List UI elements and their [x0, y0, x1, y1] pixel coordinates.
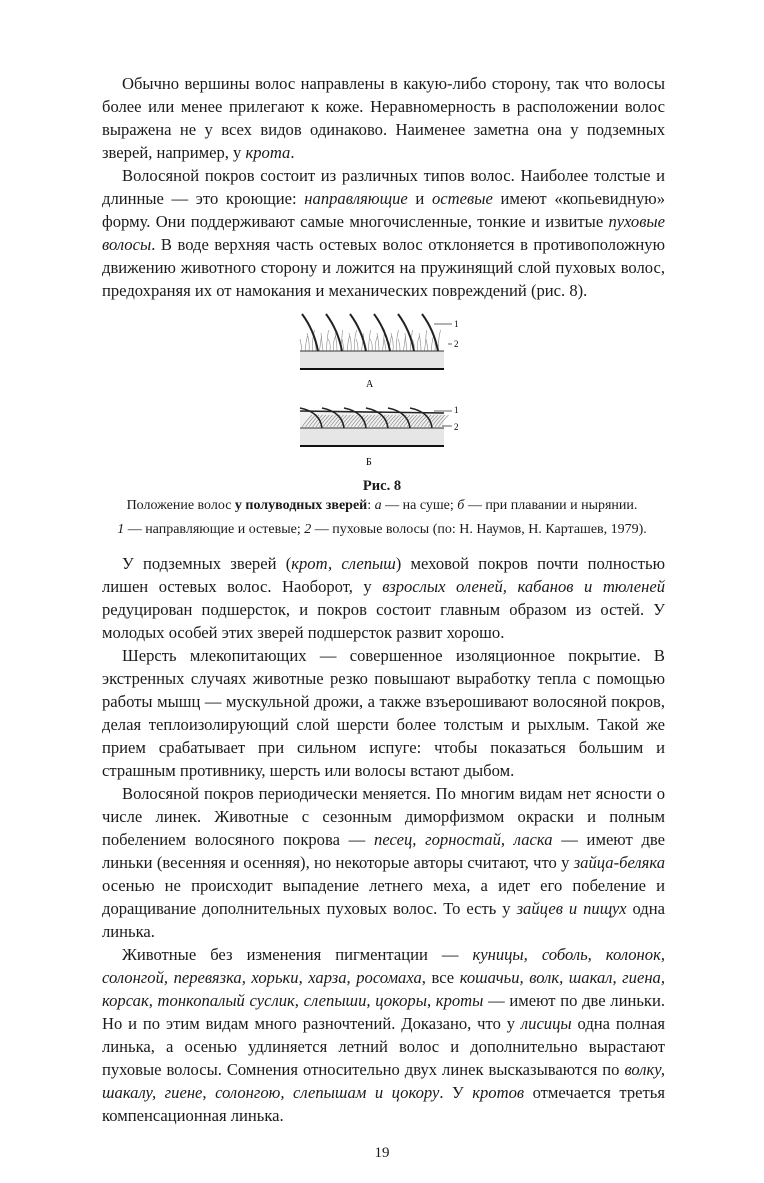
down-hair [404, 336, 406, 351]
down-hair [398, 339, 400, 351]
callout-2: 2 [454, 339, 459, 349]
text-run: — при плавании и нырянии. [464, 498, 638, 513]
panel-a-on-land [300, 314, 459, 390]
down-hair [320, 336, 322, 351]
italic-text: крот, слепыш [291, 554, 396, 573]
down-hair [417, 336, 419, 351]
skin-layer [300, 351, 444, 369]
guard-hair [398, 314, 414, 351]
paragraph [102, 943, 665, 1127]
paragraph [102, 644, 665, 782]
italic-text: пуховые волосы [102, 212, 665, 254]
text-run: одна линька. [102, 899, 665, 941]
text-run: : [367, 498, 375, 513]
italic-text: кошачьи, волк, шакал, гиена, корсак, тонкопалый суслик, слепыши, цокоры, кроты [102, 968, 665, 1010]
down-hair [349, 333, 351, 351]
down-hair [375, 336, 377, 351]
italic-text: зайца-беляка [573, 853, 665, 872]
text-run: Обычно вершины волос направлены в какую-либо сторону, так что волосы более или менее прилегают к коже. Неравномерность в расположении волос выражена не у всех видов одинаково. Наименее заметна она у подземных зверей, например, у [102, 74, 665, 162]
text-run: — на суше; [381, 498, 458, 513]
italic-text: крота [245, 143, 291, 162]
down-hair [300, 339, 302, 351]
bold-text: у полуводных зверей [234, 498, 368, 513]
italic-text: б [457, 498, 465, 513]
italic-text: а [374, 498, 382, 513]
italic-text: куницы, соболь, колонок, солонгой, перевязка, хорьки, харза, росомаха [102, 945, 665, 987]
italic-text: зайцев и пищух [516, 899, 627, 918]
text-run: и [407, 189, 432, 208]
figure-caption [0, 496, 764, 516]
down-hair [405, 333, 407, 351]
down-hair [426, 339, 428, 351]
down-hair [369, 330, 371, 351]
italic-text: песец, горностай, ласка [374, 830, 553, 849]
text-run: осенью не происходит выпадение летнего меха, а идет его побеление и доращивание дополнительных пуховых волос. То есть у [102, 876, 665, 918]
figure-legend [0, 520, 764, 540]
text-run: — пуховые волосы (по: Н. Наумов, Н. Карташев, 1979). [311, 522, 647, 537]
down-hair [354, 330, 356, 351]
down-hair [356, 339, 358, 351]
figure-title: Рис. 8 [362, 478, 402, 494]
panel-b-label: Б [366, 457, 372, 468]
text-run: — имеют две линьки (весенняя и осенняя), но некоторые авторы считают, что у [102, 830, 666, 872]
text-run: . У [439, 1083, 473, 1102]
callout-1: 1 [454, 319, 459, 329]
down-hair [333, 336, 335, 351]
paragraph [102, 72, 665, 164]
down-hair [438, 330, 440, 351]
italic-text: 2 [304, 522, 312, 537]
text-run: имеют «копьевидную» форму. Они поддерживают самые многочисленные, тонкие и извитые [102, 189, 665, 231]
text-block-bottom [102, 552, 665, 1127]
down-hair [327, 330, 329, 351]
text-run: Положение волос [126, 498, 235, 513]
down-hair [307, 333, 309, 351]
down-hair [321, 333, 323, 351]
paragraph [102, 782, 665, 943]
down-hair [432, 336, 434, 351]
text-run: . В воде верхняя часть остевых волос отклоняется в противоположную движению животного сторону и ложится на пружинящий слой пуховых волос, предохраняя их от намокания и механических повреждений (рис. 8). [102, 235, 665, 300]
down-hair [377, 333, 379, 351]
panel-a-label: А [366, 379, 374, 390]
down-hair [306, 336, 308, 351]
paragraph [102, 552, 665, 644]
italic-text: остевые [432, 189, 493, 208]
down-hair [328, 339, 330, 351]
italic-text: волку, шакалу, гиене, солонгою, слепышам и цокору [102, 1060, 665, 1102]
callout-2: 2 [454, 422, 459, 432]
text-run: отмечается третья компенсационная линька. [102, 1083, 665, 1125]
figure-8 [0, 312, 764, 540]
paragraph [102, 164, 665, 302]
italic-text: взрослых оленей, кабанов и тюленей [382, 577, 665, 596]
page-number: 19 [374, 1145, 390, 1161]
text-run: — имеют по две линьки. Но и по этим видам много разночтений. Доказано, что у [102, 991, 665, 1033]
down-hair [391, 333, 393, 351]
text-run: , все [421, 968, 460, 987]
text-run: редуцирован подшерсток, и покров состоит главным образом из остей. У молодых особей этих зверей подшерсток развит хорошо. [102, 600, 665, 642]
text-run: У подземных зверей ( [122, 554, 292, 573]
italic-text: кротов [472, 1083, 525, 1102]
text-run: — направляющие и остевые; [124, 522, 305, 537]
italic-text: лисицы [520, 1014, 572, 1033]
text-run: Волосяной покров состоит из различных типов волос. Наиболее толстые и длинные — это кроющие: [102, 166, 665, 208]
panel-b-swimming [300, 405, 459, 468]
down-hair [396, 330, 398, 351]
text-run: одна полная линька, а осенью удлиняется летний волос и дополнительно вырастают пуховые волосы. Сомнения относительно двух линек высказываются по [102, 1014, 666, 1079]
skin-layer [300, 428, 444, 446]
text-run: Волосяной покров периодически меняется. По многим видам нет ясности о числе линек. Животные с сезонным диморфизмом окраски и полным побелением волосяного покрова — [102, 784, 665, 849]
down-hair [419, 333, 421, 351]
down-hair [384, 339, 386, 351]
guard-hair [422, 314, 438, 351]
guard-hair [374, 314, 390, 351]
down-hair [348, 336, 350, 351]
text-run: Животные без изменения пигментации — [122, 945, 473, 964]
text-block-top [102, 72, 665, 302]
italic-text: направляющие [304, 189, 408, 208]
text-run: . [290, 143, 295, 162]
text-run: Шерсть млекопитающих — совершенное изоляционное покрытие. В экстренных случаях животные резко повышают выработку тепла с помощью работы мышц — мускульной дрожи, а также взъерошивают волосяной покров, делая теплоизолирующий слой шерсти более толстым и рыхлым. Такой же прием срабатывает при сильном испуге: чтобы показаться большим и страшным противнику, шерсть или волосы встают дыбом. [102, 646, 665, 780]
callout-1: 1 [454, 405, 459, 415]
down-hair [335, 333, 337, 351]
italic-text: 1 [117, 522, 125, 537]
hair-diagram [292, 312, 472, 470]
down-hair [370, 339, 372, 351]
text-run: ) меховой покров почти полностью лишен остевых волос. Наоборот, у [102, 554, 665, 596]
